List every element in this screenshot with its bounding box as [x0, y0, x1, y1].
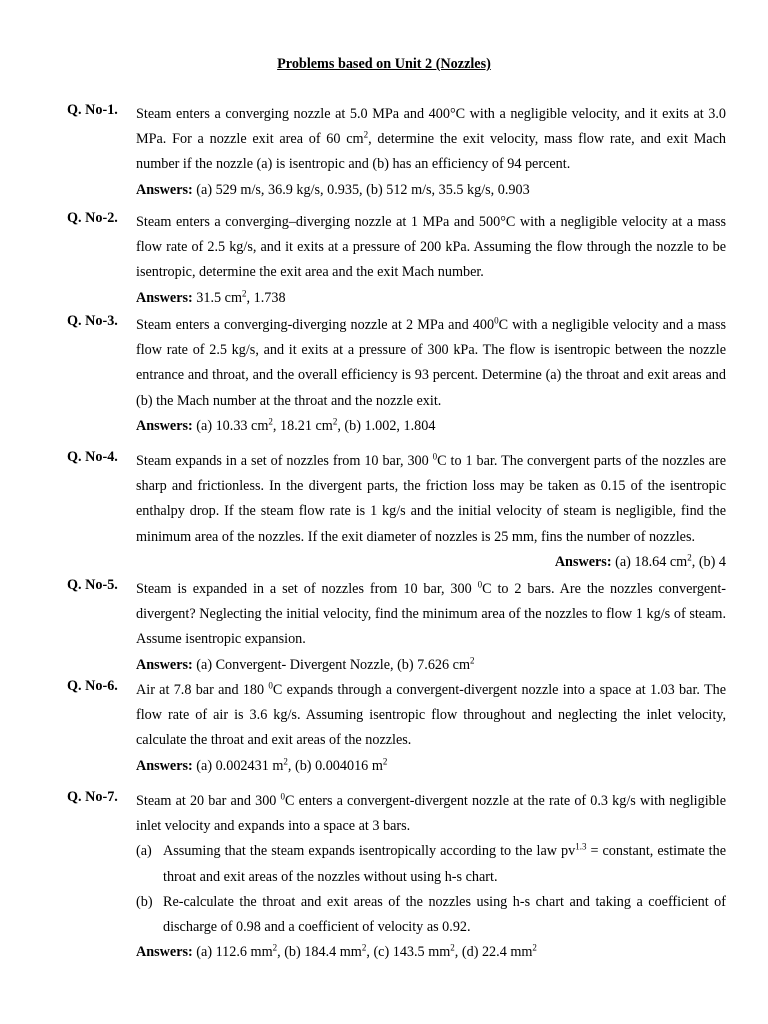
answers-label: Answers: — [554, 553, 612, 570]
answers-line — [136, 178, 726, 203]
sub-question-a: (a) Assuming that the steam expands isentropically according to the law $pv^{1.3}$ = constant, estimate the throat and exit areas of the nozzles without using h-s chart. — [136, 841, 726, 885]
question-label: Q. No-1. — [67, 102, 118, 118]
question-text: Steam at 20 bar and 300 $^0$C enters a convergent-divergent nozzle at the rate of 0.3 kg/s with negligible inlet velocity and expands into a space at 3 bars. (a) Assuming that the steam expands isentropically according to the law $pv^{1.3}$ = constant, estimate the throat and exit areas of the nozzles without using h-s chart. (b) Re-calculate the throat and exit areas of the nozzles using h-s chart and taking a coefficient of discharge of 0.98 and a coefficient of velocity as 0.92. Answers: (a) 112.6 $mm^2$, (b) 184.4 $mm^2$, (c) 143.5 $mm^2$, (d) 22.4 $mm^2$ — [136, 789, 726, 965]
answers-line: Answers: (a) 10.33 $cm^2$, 18.21 $cm^2$, (b) 1.002, 1.804 — [136, 416, 436, 434]
page-title: Problems based on Unit 2 (Nozzles) — [277, 56, 491, 72]
answers-label: Answers: — [136, 944, 193, 961]
question-text: Steam is expanded in a set of nozzles from 10 bar, 300 $^0$C to 2 bars. Are the nozzles convergent-divergent? Neglecting the initial velocity, find the minimum area of the nozzles to flow 1 kg/s of steam. Assume isentropic expansion. Answers: (a) Convergent- Divergent Nozzle, (b) 7.626 $cm^2$ — [136, 577, 726, 678]
question-5 — [67, 577, 727, 678]
answers-line: Answers: (a) 0.002431 $m^2$, (b) 0.004016 $m^2$ — [136, 755, 388, 774]
answers-label: Answers: — [136, 289, 193, 306]
question-text: Steam expands in a set of nozzles from 10 bar, 300 $^0$C to 1 bar. The convergent parts of the nozzles are sharp and frictionless. In the divergent parts, the friction loss may be taken as 0.15 of the isentropic enthalpy drop. If the steam flow rate is 1 kg/s and the initial velocity of steam is negligible, find the minimum area of the nozzles. If the exit diameter of nozzles is 25 mm, fins the number of nozzles. Answers: (a) 18.64 $cm^2$, (b) 4 — [136, 449, 726, 550]
answers-line: Answers: (a) 112.6 $mm^2$, (b) 184.4 $mm^2$, (c) 143.5 $mm^2$, (d) 22.4 $mm^2$ — [136, 942, 537, 961]
question-6 — [67, 678, 727, 779]
question-label: Q. No-3. — [67, 313, 118, 329]
question-label: Q. No-4. — [67, 449, 118, 465]
answers-line: Answers: (a) 18.64 $cm^2$, (b) 4 — [554, 552, 726, 570]
question-text: Steam enters a converging–diverging nozzle at 1 MPa and 500°C with a negligible velocity at a mass flow rate of 2.5 kg/s, and it exits at a pressure of 200 kPa. Assuming the flow through the nozzle to be isentropic, determine the exit area and the exit Mach number. Answers: 31.5 $cm^2$, 1.738 — [136, 210, 726, 311]
sub-question-b: (b) Re-calculate the throat and exit areas of the nozzles using h-s chart and taking a coefficient of discharge of 0.98 and a coefficient of velocity as 0.92. — [136, 893, 726, 936]
answers-label: Answers: — [136, 656, 193, 673]
answers-line: Answers: (a) Convergent- Divergent Nozzle, (b) 7.626 $cm^2$ — [136, 654, 475, 673]
answers-line: Answers: 31.5 $cm^2$, 1.738 — [136, 287, 286, 306]
answers-label: Answers: — [136, 417, 193, 434]
question-label: Q. No-6. — [67, 678, 118, 694]
question-label: Q. No-5. — [67, 577, 118, 593]
answers-label: Answers: — [136, 757, 193, 774]
question-4 — [67, 449, 727, 575]
answers-text: (a) 529 m/s, 36.9 kg/s, 0.935, (b) 512 m/s, 35.5 kg/s, 0.903 — [192, 181, 530, 198]
question-3 — [67, 313, 727, 439]
answers-label: Answers: — [136, 181, 193, 198]
question-label: Q. No-7. — [67, 789, 118, 805]
question-2 — [67, 210, 727, 311]
question-text: Steam enters a converging-diverging nozzle at 2 MPa and $400^0C$ with a negligible velocity and a mass flow rate of 2.5 kg/s, and it exits at a pressure of 300 kPa. The flow is isentropic between the nozzle entrance and throat, and the overall efficiency is 93 percent. Determine (a) the throat and exit areas and (b) the Mach number at the throat and the nozzle exit. Answers: (a) 10.33 $cm^2$, 18.21 $cm^2$, (b) 1.002, 1.804 — [136, 313, 726, 439]
question-text: Steam enters a converging nozzle at 5.0 MPa and 400°C with a negligible velocity, and it exits at 3.0 MPa. For a nozzle exit area of 60 $cm^2$, determine the exit velocity, mass flow rate, and exit Mach number if the nozzle (a) is isentropic and (b) has an efficiency of 94 percent. Answers: (a) 529 m/s, 36.9 kg/s, 0.935, (b) 512 m/s, 35.5 kg/s, 0.903 — [136, 102, 726, 203]
question-7 — [67, 789, 727, 965]
question-1 — [67, 102, 727, 203]
question-text: Air at 7.8 bar and 180 $^0$C expands through a convergent-divergent nozzle into a space at 1.03 bar. The flow rate of air is 3.6 kg/s. Assuming isentropic flow throughout and neglecting the inlet velocity, calculate the throat and exit areas of the nozzles. Answers: (a) 0.002431 $m^2$, (b) 0.004016 $m^2$ — [136, 678, 726, 779]
question-label: Q. No-2. — [67, 210, 118, 226]
